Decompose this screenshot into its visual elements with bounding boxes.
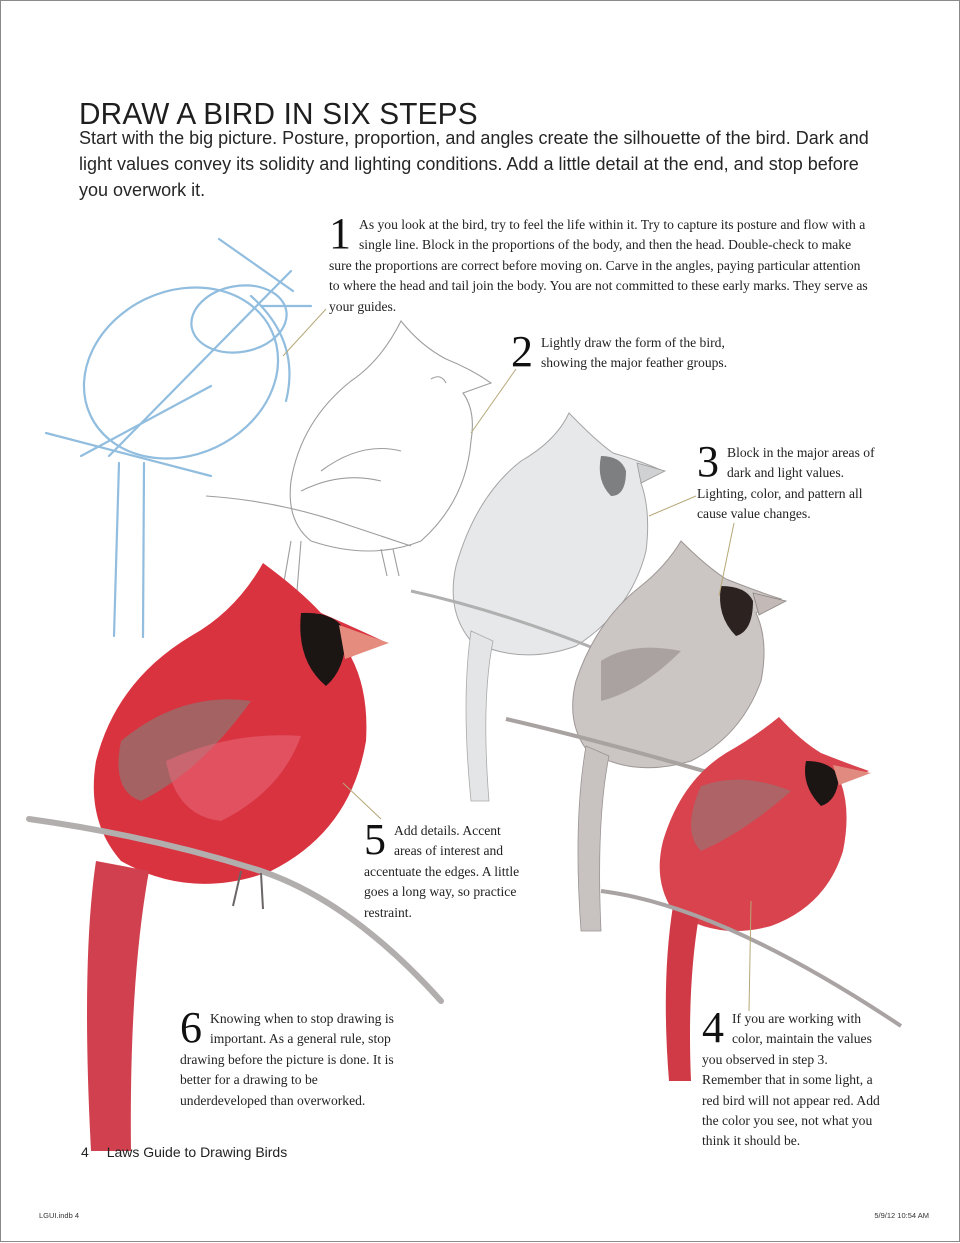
intro-paragraph: Start with the big picture. Posture, proportion, and angles create the silhouette of the bird. Dark and light values convey its solidity and lighting conditions. Add a little detail at the end, and stop before you overwork it. [79, 127, 869, 200]
slug-datetime: 5/9/12 10:54 AM [874, 1211, 929, 1220]
step-text: Lightly draw the form of the bird, showing the major feather groups. [541, 335, 728, 371]
page-number: 4 [81, 1144, 89, 1160]
step-6-caption [180, 1003, 405, 1111]
step-text: Knowing when to stop drawing is important. As a general rule, stop drawing before the picture is done. It is better for a drawing to be underdeveloped than overworked. [180, 1011, 394, 1108]
running-footer [81, 1144, 287, 1160]
step-number: 6 [180, 1003, 202, 1052]
step-text: Block in the major areas of dark and light values. Lighting, color, and pattern all cause value changes. [697, 445, 875, 522]
step-number: 4 [702, 1003, 724, 1052]
step-4-caption [702, 1003, 880, 1152]
step-1-caption [329, 209, 869, 317]
page-title: DRAW A BIRD IN SIX STEPS [79, 95, 478, 131]
step-number: 2 [511, 327, 533, 376]
step-text: As you look at the bird, try to feel the life within it. Try to capture its posture and flow with a single line. Block in the proportions of the body, and then the head. Double-check to make sure the proportions are correct before moving on. Carve in the angles, paying particular attention to where the head and tail join the body. You are not committed to these early marks. They serve as your guides. [329, 217, 868, 314]
book-title: Laws Guide to Drawing Birds [106, 1144, 288, 1160]
step-number: 1 [329, 209, 351, 258]
step-text: If you are working with color, maintain the values you observed in step 3. Remember that in some light, a red bird will not appear red. Add the color you see, not what you think it should be. [702, 1011, 880, 1149]
step-3-caption [697, 437, 887, 525]
step-number: 5 [364, 815, 386, 864]
slug-filename: LGUI.indb 4 [39, 1211, 80, 1220]
step-number: 3 [697, 437, 719, 486]
step-2-caption [511, 327, 751, 376]
step-5-caption [364, 815, 524, 923]
step-text: Add details. Accent areas of interest and accentuate the edges. A little goes a long way, so practice restraint. [364, 823, 520, 920]
